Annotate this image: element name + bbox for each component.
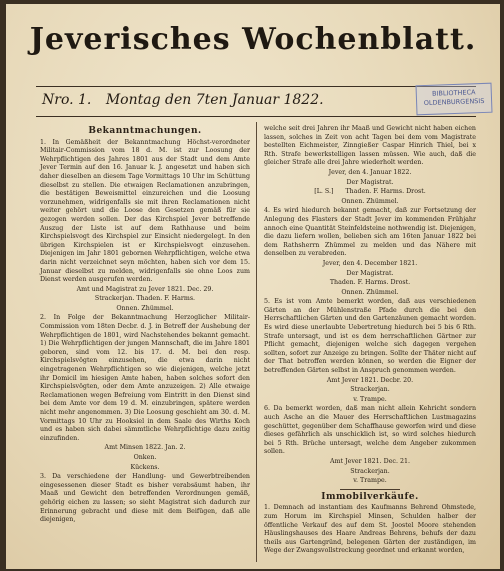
signature-3-names-text: Thaden. F. Harms. Drost. bbox=[345, 188, 426, 196]
signature-2-name-2: Kückens. bbox=[130, 463, 160, 471]
issue-line bbox=[42, 92, 422, 108]
notice-3-continued: welche seit drei Jahren ihr Maaß und Gewicht nicht haben eichen lassen, solches in Zeit von acht Tagen bei dem vom Magistrate bestellten Eichmeister, Zinngießer Caspar Hinrich Thiel, bei x Rth. Strafe bewerkstelligen lassen müssen. Wie auch, daß die gleicher Strafe alle drei Jahre wiederholt werden. bbox=[264, 125, 476, 167]
notice-5: 5. Es ist vom Amte bemerkt worden, daß aus verschiedenen Gärten an der Mühlenstraße Pfade durch die bei den Herrschaftlichen Gärten und den Gartenzäunen gemacht worden. Es wird diese unerlaubte Uebertretung hiedurch bei 5 bis 6 Rth. Strafe untersagt, und ist es dem herrschaftlichen Gärtner zur Pflicht gemacht, diejenigen welche sich dagegen vergehen sollten, sofort zur Anzeige zu bringen. Sollte der Thäter nicht auf der That betroffen werden können, so werden die Eigner der betreffenden Gärten selbst in Anspruch genommen werden. bbox=[264, 298, 476, 375]
signature-3-authority: Der Magistrat. bbox=[346, 178, 394, 186]
signature-6-place: Amt Jever 1821. Dec. 21. bbox=[330, 457, 410, 465]
signature-3-place: Jever, den 4. Januar 1822. bbox=[328, 168, 412, 176]
right-column bbox=[264, 125, 476, 556]
signature-6-name: Strackerjan. bbox=[350, 467, 390, 475]
masthead-title: Jeverisches Wochenblatt. bbox=[29, 22, 477, 57]
notice-3: 3. Da verschiedene der Handlung- und Gewerbtreibenden eingesessenen dieser Stadt es bisher verabsäumt haben, ihr Maaß und Gewicht den betreffenden Verordnungen gemäß, gehörig eichen zu lassen; so sieht Magistrat sich dadurch zur Erinnerung gebracht und diese mit dem Beifügen, daß alle diejenigen, bbox=[40, 473, 250, 524]
signature-5-place: Amt Jever 1821. Decbr. 20. bbox=[326, 376, 414, 384]
masthead-rule-top bbox=[36, 86, 476, 87]
signature-2-name: Onken. bbox=[133, 453, 157, 461]
real-estate-notice-1: 1. Demnach ad instantiam des Kaufmanns Behrend Ohmstede, zum Horum im Kirchspiel Minsen, Schulden halber der öffentliche Verkauf des auf dem St. Joostel Moore stehenden Häuslingshauses des Haare Andreas Behrens, behufs der dazu theils aus Gartengründ, belegenen Gärten der zuständigen, im Wege der Zwangsvollstreckung geordnet und erkannt worden, bbox=[264, 504, 476, 555]
signature-4-names-2: Onnen. Zhümmel. bbox=[341, 288, 399, 296]
signature-4-place: Jever, den 4. December 1821. bbox=[322, 259, 418, 267]
signature-4-authority: Der Magistrat. bbox=[346, 269, 394, 277]
issue-date: Montag den 7ten Januar 1822. bbox=[105, 92, 324, 108]
section-title-announcements: Bekanntmachungen. bbox=[88, 126, 202, 136]
notice-1: 1. In Gemäßheit der Bekanntmachung Höchst-verordneter Militair-Commission vom 18 d. M. ist zur Loosung der Wehrpflichtigen des Jahres 1801 aus der Stadt und dem Amte Jever Termin auf den 16. Januar k. J. angesetzt und haben sich daher dieselben an diesem Tage Vormittags 10 Uhr im Schüttung dieselbst zu stellen. Die etwaigen Reclamationen anzubringen, die bestätigen Beweismittel einzureichen und die Loosung vorzunehmen, widrigenfalls sie mit ihren Reclamationen nicht weiter gehört und die Loose den Gesetzen gemäß für sie gezogen werden sollen. Der das Kirchspiel Jever betreffende Auszug der Liste ist auf dem Rathhause und beim Kirchspielsvogt des Kirchspiel zur Einsicht niedergelegt. In den übrigen Kirchspielen ist er Kirchspielsvogt einzusehen. Diejenigen im Jahr 1801 gebornen Wehrpflichtigen, welche etwa darin nicht verzeichnet seyn möchten, haben sich vor dem 15. Januar dieselbst zu melden, widrigenfalls sie ohne Loos zum Dienst werden ausgerufen werden. bbox=[40, 138, 250, 284]
stamp-line1: BIBLIOTHECA bbox=[431, 88, 476, 98]
seal-mark: [L. S.] bbox=[314, 188, 334, 196]
notice-2: 2. In Folge der Bekanntmachung Herzoglicher Militair-Commission vom 18ten Decbr. d. J. in Betreff der Aushebung der Wehrpflichtigen de 1801, wird Nachstehendes bekannt gemacht. 1) Die Wehrpflichtigen der jungen Mannschaft, die im Jahre 1801 geboren, sind vom 12. bis 17. d. M. bei den resp. Kirchspielsvögten einzusehen, die etwa darin nicht eingetragenen Wehrpflichtigen so wie diejenigen, welche jetzt ihr Domicil im hiesigen Amte haben, haben solches sofort den Kirchspielsvögten, oder dem Amte anzuzeigen. 2) Alle etwaige Reclamationen wegen Befreiung vom Eintritt in den Dienst sind bei dem Amte vor dem 19 d. M. einzubringen, spätere werden nicht mehr angenommen. 3) Die Loosung geschieht am 30. d. M. Vormittags 10 Uhr zu Hooksiel in dem Saale des Wirths Koch und es haben sich dabei sämmtliche Wehrpflichtige dazu zeitig einzufinden. bbox=[40, 314, 250, 442]
column-divider bbox=[256, 122, 257, 562]
signature-3-names-2: Onnen. Zhümmel. bbox=[341, 197, 399, 205]
section-divider bbox=[340, 489, 400, 490]
signature-5-name: Strackerjan. bbox=[350, 386, 390, 394]
signature-6-name-2: v. Trampe. bbox=[353, 477, 387, 485]
left-column bbox=[40, 125, 250, 525]
signature-2-place: Amt Minsen 1822. Jan. 2. bbox=[104, 444, 186, 452]
stamp-line2: OLDENBURGENSIS bbox=[423, 96, 485, 108]
library-stamp bbox=[415, 83, 492, 116]
masthead-rule-bottom bbox=[36, 116, 476, 117]
signature-4-names: Thaden. F. Harms. Drost. bbox=[329, 279, 411, 287]
signature-3-names bbox=[264, 188, 476, 197]
notice-6: 6. Da bemerkt worden, daß man nicht allein Kehricht sondern auch Asche an die Mauer des Herrschaftlichen Lustmagazins geschüttet, gegenüber dem Schaffhause geworfen wird und diese dieses gefährlich als unschicklich ist, so wird solches hiedurch bei 5 Rth. Brüche untersagt, welche dem Angeber zukommen sollen. bbox=[264, 405, 476, 456]
issue-number: Nro. 1. bbox=[42, 92, 92, 108]
signature-5-name-2: v. Trampe. bbox=[353, 395, 387, 403]
signature-1-place: Amt und Magistrat zu Jever 1821. Dec. 29. bbox=[76, 285, 214, 293]
notice-4: 4. Es wird hiedurch bekannt gemacht, daß zur Fortsetzung der Anlegung des Flasters der Stadt Jever im kommenden Frühjahr annoch eine Quantität Steinfeldsteine nothwendig ist. Diejenigen, die dazu liefern wollen, belieben sich am 16ten Januar 1822 bei dem Rathsherrn Zhümmel zu melden und das Nähere mit denselben zu verabreden. bbox=[264, 207, 476, 258]
section-title-real-estate: Immobilverkäufe. bbox=[321, 491, 419, 502]
signature-1-names-2: Onnen. Zhümmel. bbox=[116, 304, 174, 312]
newspaper-page bbox=[6, 4, 500, 569]
signature-1-names: Strackerjan. Thaden. F. Harms. bbox=[94, 295, 196, 303]
